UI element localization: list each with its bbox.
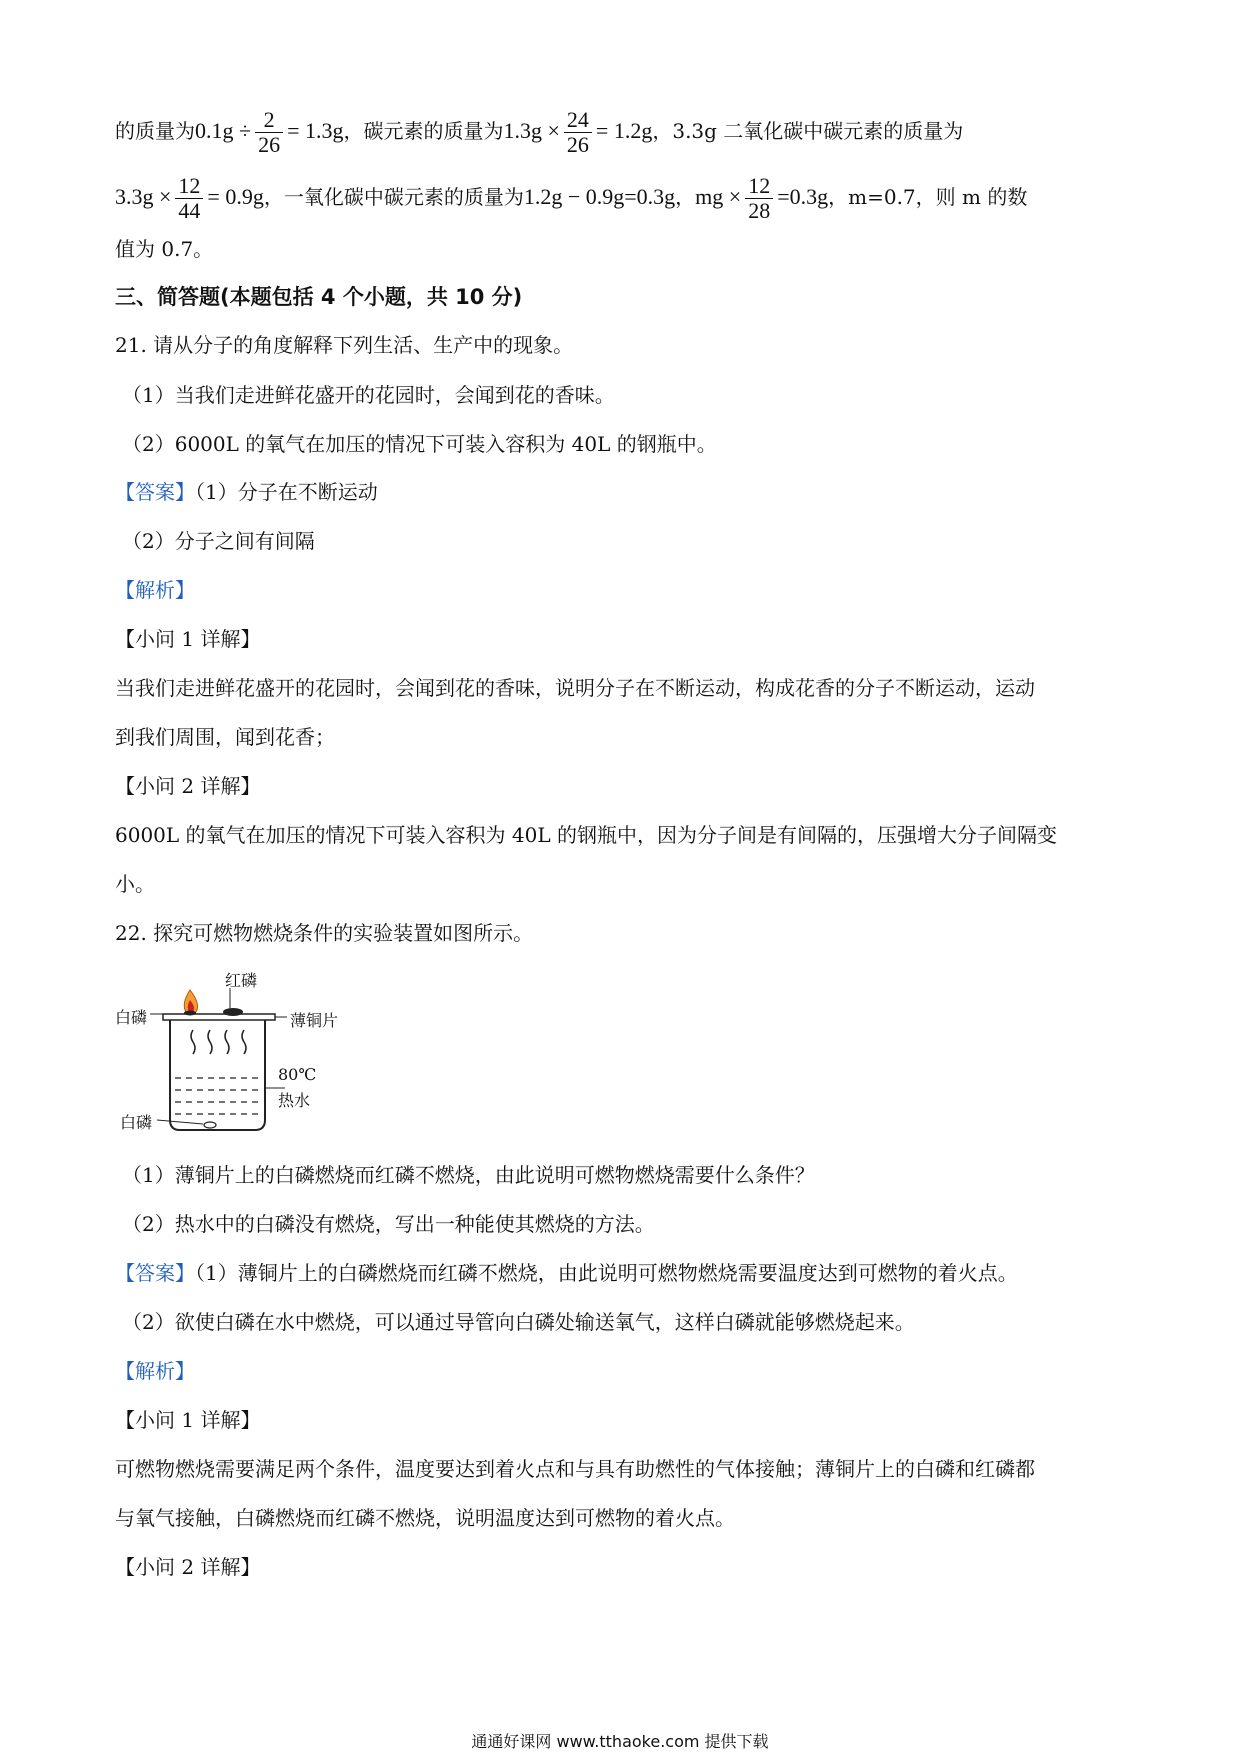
q22-part-1: （1）薄铜片上的白磷燃烧而红磷不燃烧，由此说明可燃物燃烧需要什么条件？ — [122, 1163, 815, 1187]
label-hot-water: 热水 — [278, 1091, 311, 1110]
white-phosphorus-bottom — [204, 1122, 216, 1128]
label-red-phosphorus: 红磷 — [225, 971, 258, 990]
copper-plate — [163, 1014, 275, 1020]
calc-line-1 — [115, 108, 963, 157]
fraction-24-26: $\frac{24}{26}$ — [564, 108, 592, 157]
answer-tag: 【答案】 — [115, 1261, 195, 1285]
label-temperature: 80℃ — [278, 1065, 317, 1084]
label-white-phosphorus-top: 白磷 — [115, 1008, 148, 1027]
label-copper-plate: 薄铜片 — [290, 1011, 339, 1030]
fraction-12-28: $\frac{12}{28}$ — [745, 174, 773, 223]
q22-part-2: （2）热水中的白磷没有燃烧，写出一种能使其燃烧的方法。 — [122, 1212, 655, 1236]
calc-math: = 0.9g — [207, 184, 264, 209]
q22-stem: 22. 探究可燃物燃烧条件的实验装置如图所示。 — [115, 921, 534, 945]
q21-answer-1: （1）分子在不断运动 — [195, 480, 378, 504]
white-phosphorus-top — [184, 1011, 196, 1016]
red-phosphorus — [223, 1008, 243, 1016]
section-title: 三、简答题(本题包括 4 个小题，共 10 分) — [115, 285, 523, 309]
calc-math: 0.1g ÷ — [195, 118, 252, 143]
q22-answer-2: （2）欲使白磷在水中燃烧，可以通过导管向白磷处输送氧气，这样白磷就能够燃烧起来。 — [122, 1310, 915, 1334]
q21-sub2-tag: 【小问 2 详解】 — [115, 774, 261, 798]
combustion-experiment-figure — [115, 960, 355, 1140]
steam-line — [242, 1030, 246, 1054]
steam-line — [191, 1030, 195, 1054]
calc-math: =0.3g — [777, 184, 829, 209]
answer-tag: 【答案】 — [115, 480, 195, 504]
steam-line — [225, 1030, 229, 1054]
q21-answer-2: （2）分子之间有间隔 — [122, 529, 315, 553]
calc-line-3: 值为 0.7。 — [115, 237, 214, 261]
calc-math: = 1.2g — [595, 118, 653, 143]
calc-math: 3.3g × — [115, 184, 172, 209]
calc-text: ，碳元素的质量为 — [343, 119, 504, 143]
calc-text: 的质量为 — [115, 119, 195, 143]
q22-answer-line-1 — [115, 1258, 1018, 1288]
calc-text: ，一氧化碳中碳元素的质量为 — [263, 185, 524, 209]
q21-sub1-tag: 【小问 1 详解】 — [115, 627, 261, 651]
calc-line-2 — [115, 174, 1027, 223]
page-footer: 通通好课网 www.tthaoke.com 提供下载 — [471, 1732, 769, 1751]
calc-math: 1.2g − 0.9g=0.3g — [523, 184, 676, 209]
q22-sub1-tag: 【小问 1 详解】 — [115, 1408, 261, 1432]
q22-sub1-line-1: 可燃物燃烧需要满足两个条件，温度要达到着火点和与具有助燃性的气体接触；薄铜片上的白磷和红磷都 — [115, 1457, 1035, 1481]
fraction-2-26: $\frac{2}{26}$ — [255, 108, 283, 157]
calc-math: 1.3g × — [503, 118, 560, 143]
q21-sub1-line-1: 当我们走进鲜花盛开的花园时，会闻到花的香味，说明分子在不断运动，构成花香的分子不断运动，运动 — [115, 676, 1035, 700]
q21-sub2-line-2: 小。 — [115, 872, 155, 896]
q22-answer-1: （1）薄铜片上的白磷燃烧而红磷不燃烧，由此说明可燃物燃烧需要温度达到可燃物的着火点。 — [195, 1261, 1018, 1285]
q22-sub1-line-2: 与氧气接触，白磷燃烧而红磷不燃烧，说明温度达到可燃物的着火点。 — [115, 1506, 735, 1530]
calc-text: ，m=0.7，则 m 的数 — [828, 185, 1028, 209]
analysis-tag: 【解析】 — [115, 1359, 195, 1383]
beaker-outline — [170, 1020, 265, 1130]
q21-answer-line-1 — [115, 477, 378, 507]
label-white-phosphorus-bottom: 白磷 — [120, 1113, 153, 1132]
analysis-tag: 【解析】 — [115, 578, 195, 602]
fraction-12-44: $\frac{12}{44}$ — [175, 174, 203, 223]
q21-sub2-line-1: 6000L 的氧气在加压的情况下可装入容积为 40L 的钢瓶中，因为分子间是有间隔的，压强增大分子间隔变 — [115, 823, 1057, 847]
calc-text: ，3.3g 二氧化碳中碳元素的质量为 — [652, 119, 964, 143]
q22-sub2-tag: 【小问 2 详解】 — [115, 1555, 261, 1579]
leader-line — [157, 1120, 203, 1124]
calc-math: = 1.3g — [287, 118, 344, 143]
q21-part-1: （1）当我们走进鲜花盛开的花园时，会闻到花的香味。 — [122, 383, 615, 407]
q21-part-2: （2）6000L 的氧气在加压的情况下可装入容积为 40L 的钢瓶中。 — [122, 432, 717, 456]
q21-sub1-line-2: 到我们周围，闻到花香； — [115, 725, 335, 749]
calc-text: ， — [675, 185, 696, 209]
steam-line — [208, 1030, 212, 1054]
q21-stem: 21. 请从分子的角度解释下列生活、生产中的现象。 — [115, 333, 574, 357]
calc-math: mg × — [695, 184, 742, 209]
